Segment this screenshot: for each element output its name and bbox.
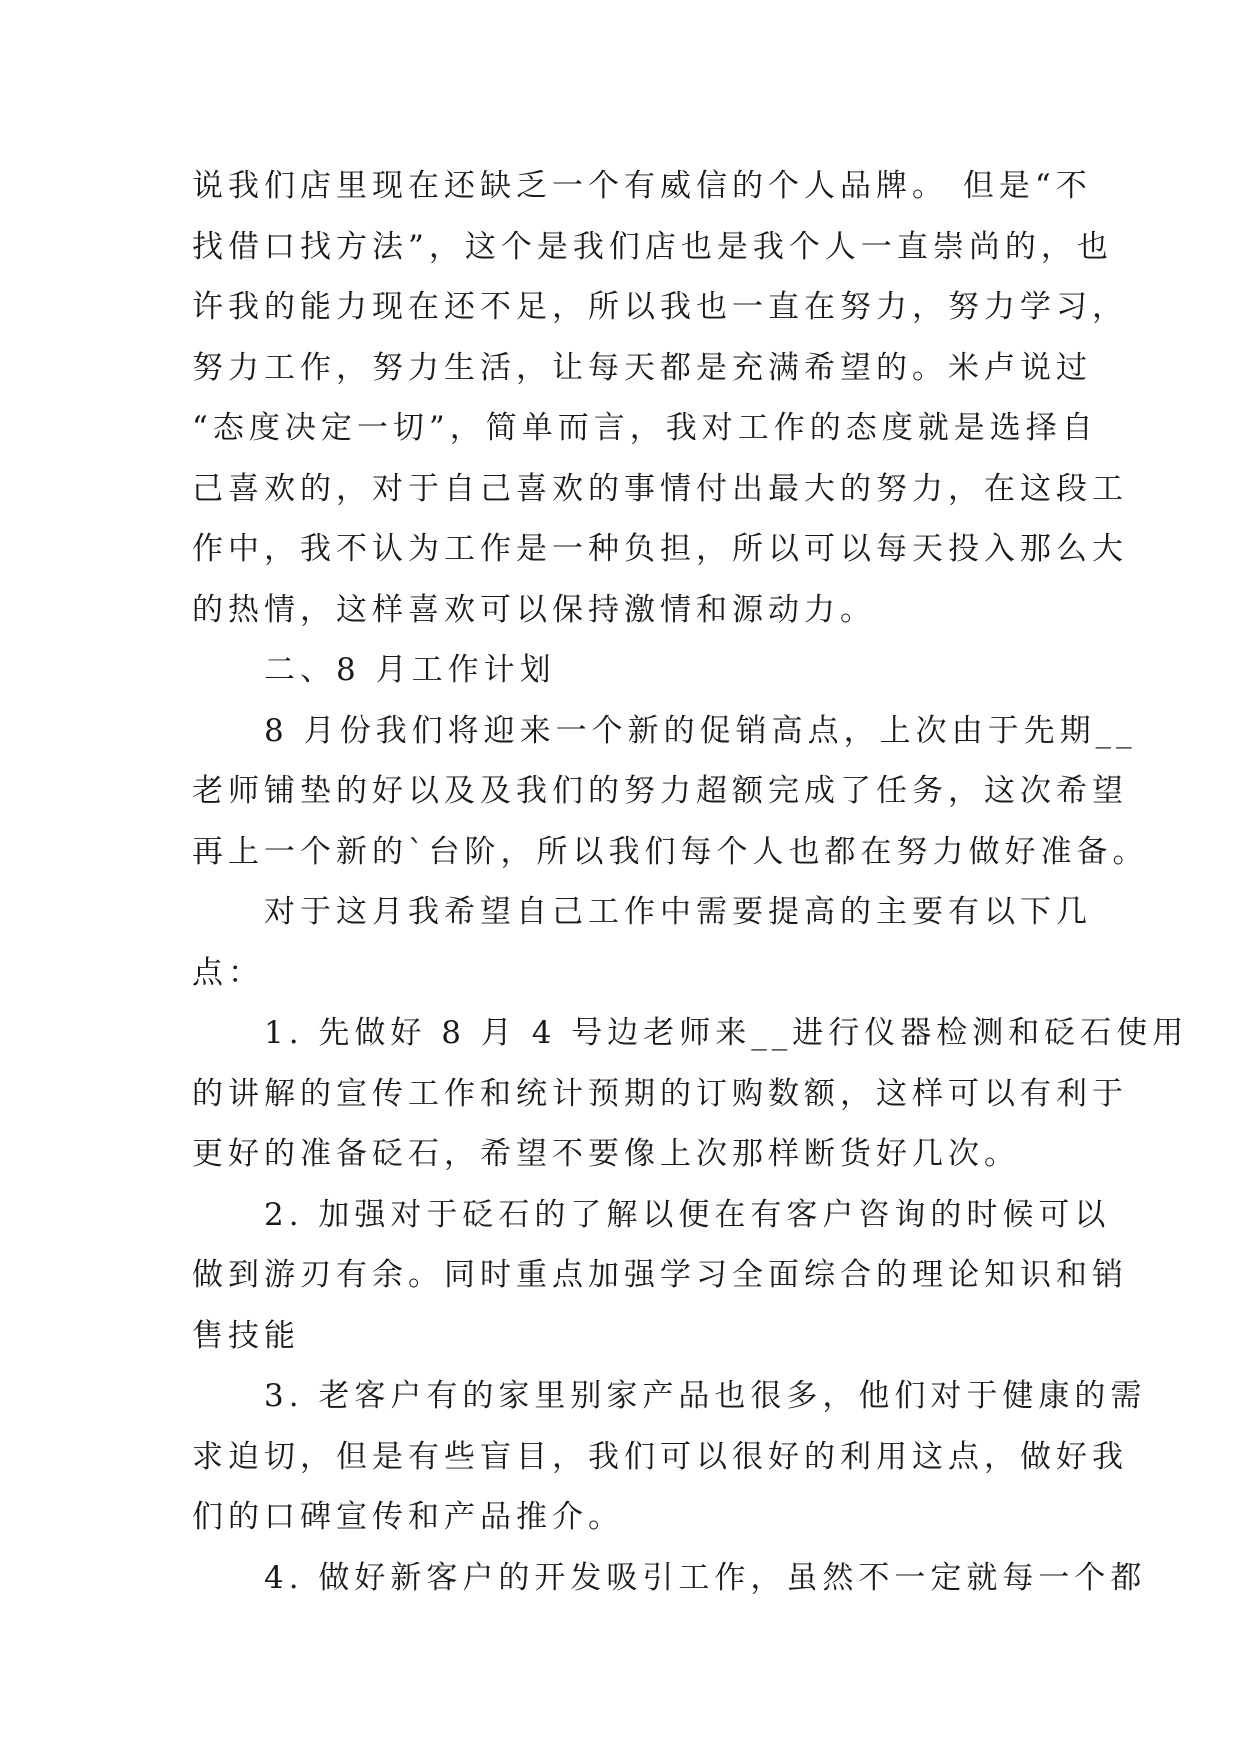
text-line: 求迫切，但是有些盲目，我们可以很好的利用这点，做好我: [192, 1438, 1128, 1475]
text-line: 的热情，这样喜欢可以保持激情和源动力。: [192, 591, 876, 628]
list-item-1: [192, 1003, 1189, 1185]
text-line: 己喜欢的，对于自己喜欢的事情付出最大的努力，在这段工: [192, 470, 1128, 507]
text-line: 2. 加强对于砭石的了解以便在有客户咨询的时候可以: [192, 1196, 1111, 1233]
paragraph-promotion: [192, 701, 1149, 883]
text-line: 售技能: [192, 1317, 300, 1354]
text-line: 8 月份我们将迎来一个新的促销高点，上次由于先期__: [192, 712, 1137, 749]
text-line: 努力工作，努力生活，让每天都是充满希望的。米卢说过: [192, 349, 1092, 386]
paragraph-goals-intro: [192, 882, 1092, 1003]
list-item-2: [192, 1185, 1128, 1367]
text-line: 更好的准备砭石，希望不要像上次那样断货好几次。: [192, 1136, 1020, 1172]
text-line: 许我的能力现在还不足，所以我也一直在努力，努力学习，: [192, 289, 1128, 325]
heading-line: 二、8 月工作计划: [192, 652, 556, 688]
text-line: 作中，我不认为工作是一种负担，所以可以每天投入那么大: [192, 531, 1128, 567]
text-line: 对于这月我希望自己工作中需要提高的主要有以下几: [192, 894, 1092, 930]
text-line: 1. 先做好 8 月 4 号边老师来__进行仪器检测和砭石使用: [192, 1015, 1189, 1051]
text-line: 说我们店里现在还缺乏一个有威信的个人品牌。 但是“不: [192, 168, 1092, 204]
text-line: 们的口碑宣传和产品推介。: [192, 1499, 624, 1535]
text-line: 3. 老客户有的家里别家产品也很多，他们对于健康的需: [192, 1378, 1147, 1414]
text-line: 4. 做好新客户的开发吸引工作，虽然不一定就每一个都: [192, 1559, 1147, 1596]
text-line: 找借口找方法”，这个是我们店也是我个人一直崇尚的，也: [192, 228, 1113, 265]
list-item-3: [192, 1366, 1147, 1548]
text-line: 老师铺垫的好以及及我们的努力超额完成了任务，这次希望: [192, 773, 1128, 809]
text-line: 点：: [192, 954, 264, 991]
document-body: [192, 156, 1189, 1608]
paragraph-intro: [192, 156, 1128, 640]
text-line: 做到游刃有余。同时重点加强学习全面综合的理论知识和销: [192, 1257, 1128, 1293]
list-item-4: [192, 1548, 1147, 1609]
text-line: “态度决定一切”，简单而言，我对工作的态度就是选择自: [192, 410, 1098, 446]
text-line: 再上一个新的`台阶，所以我们每个人也都在努力做好准备。: [192, 833, 1149, 870]
section-heading: [192, 640, 1056, 701]
text-line: 的讲解的宣传工作和统计预期的订购数额，这样可以有利于: [192, 1075, 1128, 1112]
